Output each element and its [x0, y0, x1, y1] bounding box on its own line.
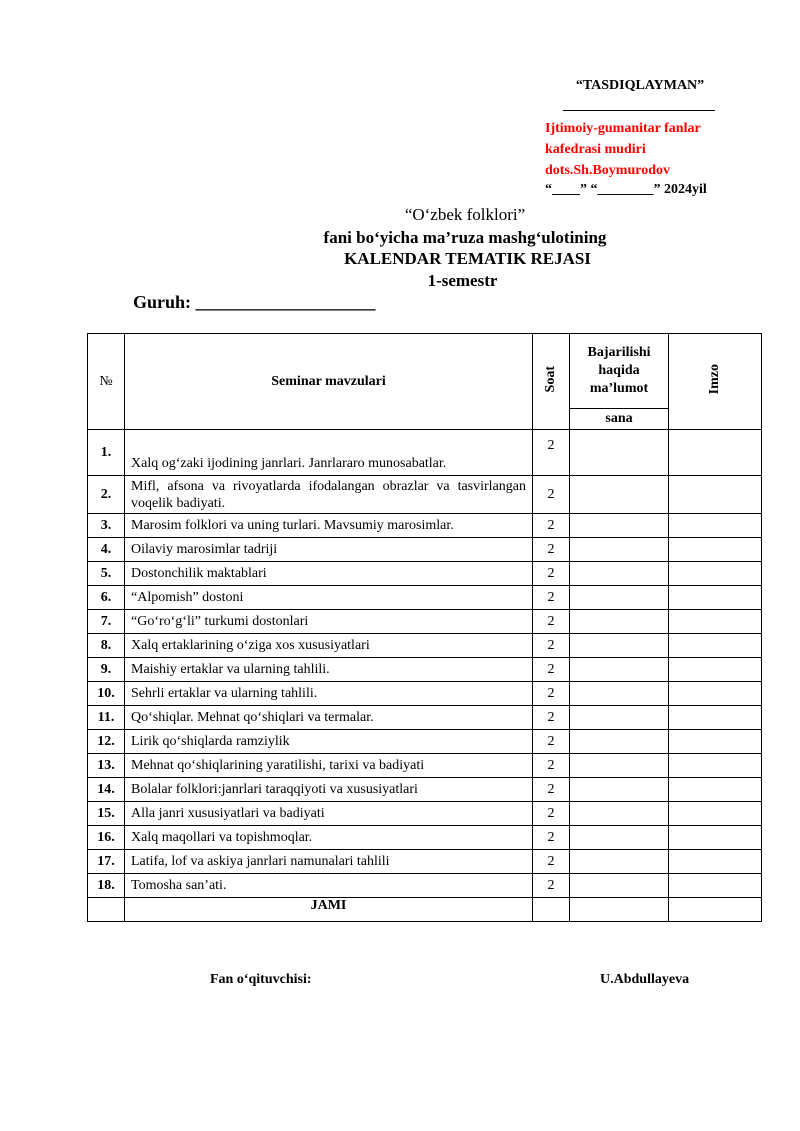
table-row [88, 430, 762, 476]
row-date-cell [570, 610, 669, 634]
table-row [88, 778, 762, 802]
row-topic: Maishiy ertaklar va ularning tahlili. [125, 658, 533, 682]
header-number: № [88, 334, 125, 430]
plan-title: KALENDAR TEMATIK REJASI [344, 249, 591, 268]
group-field: Guruh: ____________________ [133, 292, 376, 312]
row-signature-cell [669, 682, 762, 706]
row-hours: 2 [533, 514, 570, 538]
row-number: 14. [88, 778, 125, 802]
teacher-name: U.Abdullayeva [600, 972, 690, 987]
table-row [88, 658, 762, 682]
row-signature-cell [669, 538, 762, 562]
row-date-cell [570, 430, 669, 476]
row-hours: 2 [533, 802, 570, 826]
header-hours: Soat [533, 334, 570, 430]
row-hours: 2 [533, 706, 570, 730]
table-row [88, 562, 762, 586]
row-hours: 2 [533, 538, 570, 562]
table-row [88, 610, 762, 634]
approval-block [545, 78, 745, 198]
row-number: 5. [88, 562, 125, 586]
subject-title: “O‘zbek folklori” [404, 205, 526, 224]
row-date-cell [570, 850, 669, 874]
signature-line [563, 100, 715, 111]
row-signature-cell [669, 562, 762, 586]
row-date-cell [570, 514, 669, 538]
total-row [88, 898, 762, 922]
row-hours: 2 [533, 634, 570, 658]
table-row [88, 586, 762, 610]
document-subtitle: fani bo‘yicha ma’ruza mashg‘ulotining [323, 228, 607, 247]
row-hours: 2 [533, 476, 570, 514]
row-hours: 2 [533, 850, 570, 874]
row-signature-cell [669, 658, 762, 682]
row-topic: Marosim folklori va uning turlari. Mavsumiy marosimlar. [125, 514, 533, 538]
table-row [88, 730, 762, 754]
row-topic: Bolalar folklori:janrlari taraqqiyoti va xususiyatlari [125, 778, 533, 802]
row-topic: Lirik qo‘shiqlarda ramziylik [125, 730, 533, 754]
row-date-cell [570, 682, 669, 706]
row-number: 3. [88, 514, 125, 538]
row-signature-cell [669, 778, 762, 802]
row-topic: Dostonchilik maktablari [125, 562, 533, 586]
table-row [88, 514, 762, 538]
total-label: JAMI [125, 898, 533, 922]
total-empty-cell [669, 898, 762, 922]
row-topic: “Go‘ro‘g‘li” turkumi dostonlari [125, 610, 533, 634]
table-row [88, 874, 762, 898]
teacher-role-label: Fan o‘qituvchisi: [210, 972, 312, 987]
row-topic: Xalq ertaklarining o‘ziga xos xususiyatlari [125, 634, 533, 658]
table-header-row [88, 334, 762, 409]
row-date-cell [570, 706, 669, 730]
thematic-plan-table [87, 333, 762, 922]
total-empty-cell [88, 898, 125, 922]
row-date-cell [570, 634, 669, 658]
row-topic: Xalq maqollari va topishmoqlar. [125, 826, 533, 850]
row-hours: 2 [533, 754, 570, 778]
row-number: 18. [88, 874, 125, 898]
total-empty-cell [570, 898, 669, 922]
row-signature-cell [669, 610, 762, 634]
row-date-cell [570, 754, 669, 778]
row-number: 1. [88, 430, 125, 476]
row-number: 17. [88, 850, 125, 874]
table-row [88, 754, 762, 778]
row-date-cell [570, 476, 669, 514]
row-number: 2. [88, 476, 125, 514]
row-hours: 2 [533, 430, 570, 476]
row-date-cell [570, 658, 669, 682]
row-signature-cell [669, 514, 762, 538]
row-signature-cell [669, 874, 762, 898]
row-number: 15. [88, 802, 125, 826]
header-completion-info: Bajarilishi haqida ma’lumot [570, 334, 669, 409]
row-date-cell [570, 802, 669, 826]
row-hours: 2 [533, 874, 570, 898]
row-hours: 2 [533, 562, 570, 586]
semester-label: 1-semestr [427, 271, 498, 290]
row-signature-cell [669, 430, 762, 476]
row-topic: Sehrli ertaklar va ularning tahlili. [125, 682, 533, 706]
table-row [88, 538, 762, 562]
row-date-cell [570, 826, 669, 850]
approval-date: “____” “________” 2024yil [545, 182, 707, 197]
table-row [88, 682, 762, 706]
row-number: 16. [88, 826, 125, 850]
table-row [88, 826, 762, 850]
table-row [88, 476, 762, 514]
row-topic: Qo‘shiqlar. Mehnat qo‘shiqlari va termalar. [125, 706, 533, 730]
header-signature: Imzo [669, 334, 762, 430]
row-number: 13. [88, 754, 125, 778]
approver-department: Ijtimoiy-gumanitar fanlar [545, 121, 701, 136]
row-date-cell [570, 586, 669, 610]
row-signature-cell [669, 850, 762, 874]
row-number: 4. [88, 538, 125, 562]
row-hours: 2 [533, 730, 570, 754]
row-date-cell [570, 778, 669, 802]
table-row [88, 850, 762, 874]
row-topic: “Alpomish” dostoni [125, 586, 533, 610]
row-signature-cell [669, 586, 762, 610]
row-number: 6. [88, 586, 125, 610]
row-topic: Mifl, afsona va rivoyatlarda ifodalangan obrazlar va tasvirlangan voqelik badiyati. [125, 476, 533, 514]
row-topic: Xalq og‘zaki ijodining janrlari. Janrlararo munosabatlar. [125, 430, 533, 476]
row-hours: 2 [533, 826, 570, 850]
table-row [88, 706, 762, 730]
row-date-cell [570, 730, 669, 754]
row-topic: Mehnat qo‘shiqlarining yaratilishi, tarixi va badiyati [125, 754, 533, 778]
row-signature-cell [669, 476, 762, 514]
header-topic: Seminar mavzulari [125, 334, 533, 430]
row-hours: 2 [533, 658, 570, 682]
row-hours: 2 [533, 586, 570, 610]
row-hours: 2 [533, 682, 570, 706]
row-number: 7. [88, 610, 125, 634]
row-number: 9. [88, 658, 125, 682]
row-hours: 2 [533, 610, 570, 634]
row-date-cell [570, 538, 669, 562]
row-signature-cell [669, 754, 762, 778]
approver-name: dots.Sh.Boymurodov [545, 163, 671, 178]
row-date-cell [570, 562, 669, 586]
row-signature-cell [669, 802, 762, 826]
row-topic: Alla janri xususiyatlari va badiyati [125, 802, 533, 826]
table-row [88, 802, 762, 826]
row-number: 8. [88, 634, 125, 658]
row-number: 12. [88, 730, 125, 754]
approval-title: “TASDIQLAYMAN” [575, 78, 705, 93]
row-signature-cell [669, 634, 762, 658]
approver-role: kafedrasi mudiri [545, 142, 646, 157]
row-signature-cell [669, 826, 762, 850]
row-number: 11. [88, 706, 125, 730]
row-number: 10. [88, 682, 125, 706]
row-topic: Oilaviy marosimlar tadriji [125, 538, 533, 562]
row-signature-cell [669, 706, 762, 730]
total-empty-cell [533, 898, 570, 922]
row-date-cell [570, 874, 669, 898]
row-hours: 2 [533, 778, 570, 802]
table-row [88, 634, 762, 658]
row-signature-cell [669, 730, 762, 754]
row-topic: Tomosha san’ati. [125, 874, 533, 898]
row-topic: Latifa, lof va askiya janrlari namunalari tahlili [125, 850, 533, 874]
header-date: sana [570, 408, 669, 429]
